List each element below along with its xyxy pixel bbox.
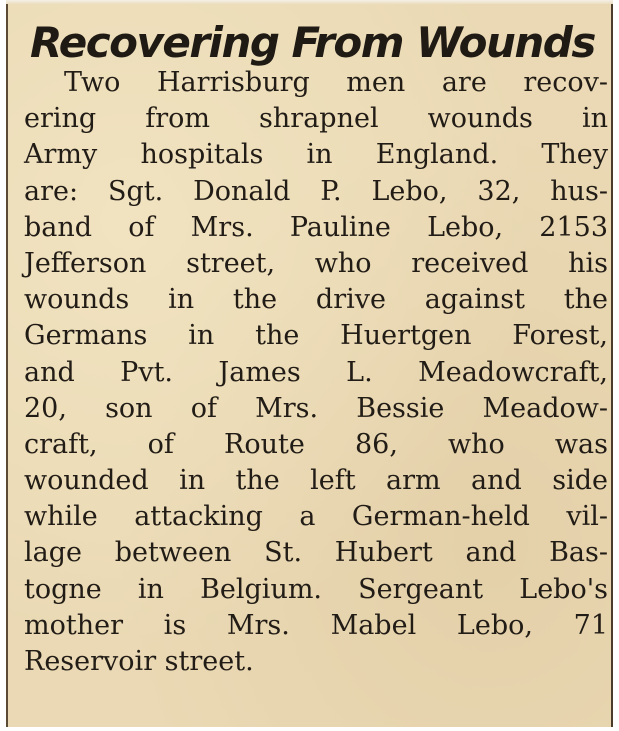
article-line: Reservoir street. [24, 646, 254, 677]
article-line: wounds in the drive against the [24, 284, 608, 316]
article-line: ering from shrapnel wounds in [24, 103, 608, 135]
headline: Recovering From Wounds [30, 18, 595, 67]
article-line: togne in Belgium. Sergeant Lebo's [24, 573, 608, 605]
article-line: Two Harrisburg men are recov- [64, 67, 608, 98]
article-line: while attacking a German-held vil- [24, 501, 608, 533]
article-line: band of Mrs. Pauline Lebo, 2153 [24, 211, 608, 243]
article-body [24, 65, 608, 680]
article-line: are: Sgt. Donald P. Lebo, 32, hus- [24, 175, 608, 207]
article-line: mother is Mrs. Mabel Lebo, 71 [24, 609, 608, 641]
newspaper-clipping [6, 4, 613, 727]
article-line: wounded in the left arm and side [24, 465, 608, 497]
article-line: Germans in the Huertgen Forest, [24, 320, 608, 352]
article-line: lage between St. Hubert and Bas- [24, 537, 608, 569]
article-line: craft, of Route 86, who was [24, 428, 608, 460]
article-line: and Pvt. James L. Meadowcraft, [24, 356, 608, 388]
article-line: 20, son of Mrs. Bessie Meadow- [24, 392, 608, 424]
article-line: Jefferson street, who received his [24, 247, 608, 279]
article-line: Army hospitals in England. They [24, 139, 608, 171]
